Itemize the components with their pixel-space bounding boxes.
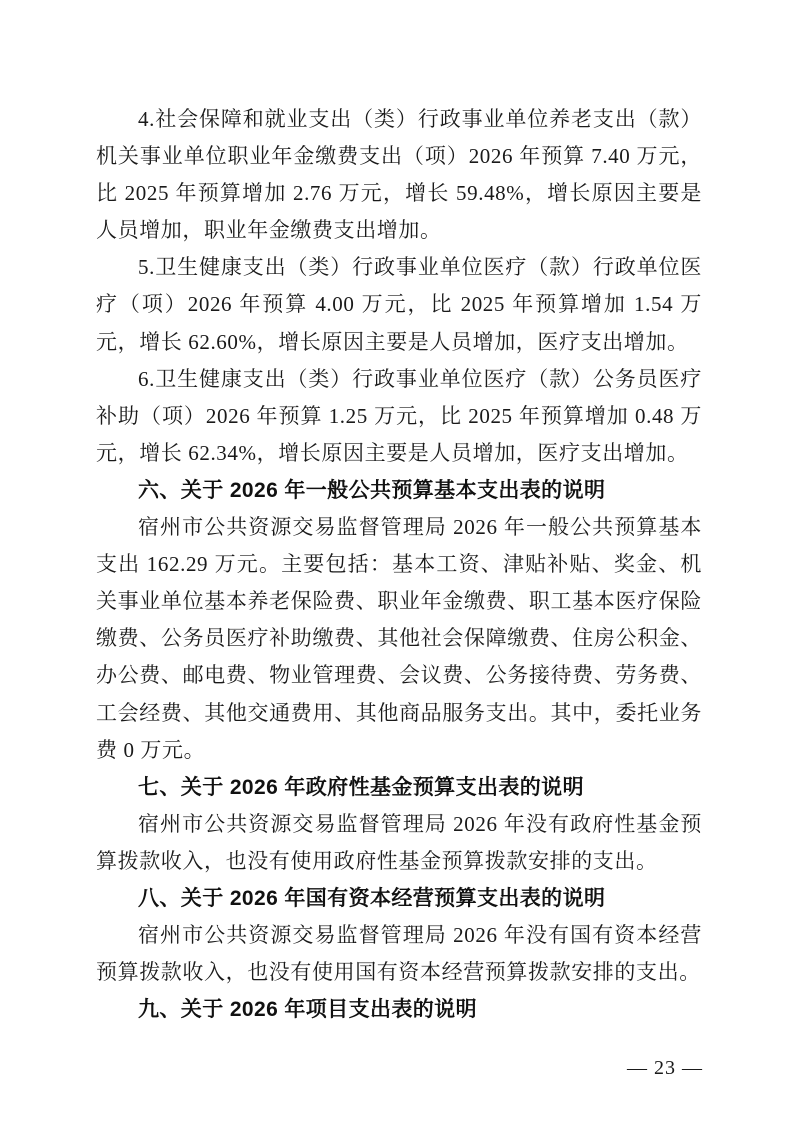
paragraph-gov-fund-detail: 宿州市公共资源交易监督管理局 2026 年没有政府性基金预算拨款收入，也没有使用政府性基金预算拨款安排的支出。	[96, 811, 702, 873]
paragraph-social-security-pension: 4.社会保障和就业支出（类）行政事业单位养老支出（款）机关事业单位职业年金缴费支出（项）2026 年预算 7.40 万元，比 2025 年预算增加 2.76 万元，增长 59.48%，增长原因主要是人员增加，职业年金缴费支出增加。	[96, 107, 702, 243]
section-heading-six-basic-expenditure: 六、关于 2026 年一般公共预算基本支出表的说明	[138, 478, 606, 502]
section-heading-nine-project-expenditure: 九、关于 2026 年项目支出表的说明	[138, 998, 477, 1022]
paragraph-basic-expenditure-detail: 宿州市公共资源交易监督管理局 2026 年一般公共预算基本支出 162.29 万元。主要包括：基本工资、津贴补贴、奖金、机关事业单位基本养老保险费、职业年金缴费、职工基本医疗保险缴费、公务员医疗补助缴费、其他社会保障缴费、住房公积金、办公费、邮电费、物业管理费、会议费、公务接待费、劳务费、工会经费、其他交通费用、其他商品服务支出。其中，委托业务费 0 万元。	[96, 515, 702, 762]
section-heading-seven-gov-fund: 七、关于 2026 年政府性基金预算支出表的说明	[138, 775, 584, 799]
document-body	[96, 101, 702, 1028]
paragraph-health-admin-medical: 5.卫生健康支出（类）行政事业单位医疗（款）行政单位医疗（项）2026 年预算 4.00 万元，比 2025 年预算增加 1.54 万元，增长 62.60%，增长原因主要是人员增加，医疗支出增加。	[96, 255, 702, 354]
paragraph-health-civil-servant-medical: 6.卫生健康支出（类）行政事业单位医疗（款）公务员医疗补助（项）2026 年预算 1.25 万元，比 2025 年预算增加 0.48 万元，增长 62.34%，增长原因主要是人员增加，医疗支出增加。	[96, 366, 702, 465]
page-number: — 23 —	[627, 1057, 703, 1079]
paragraph-state-capital-detail: 宿州市公共资源交易监督管理局 2026 年没有国有资本经营预算拨款收入，也没有使用国有资本经营预算拨款安排的支出。	[96, 923, 702, 985]
section-heading-eight-state-capital: 八、关于 2026 年国有资本经营预算支出表的说明	[138, 886, 606, 910]
